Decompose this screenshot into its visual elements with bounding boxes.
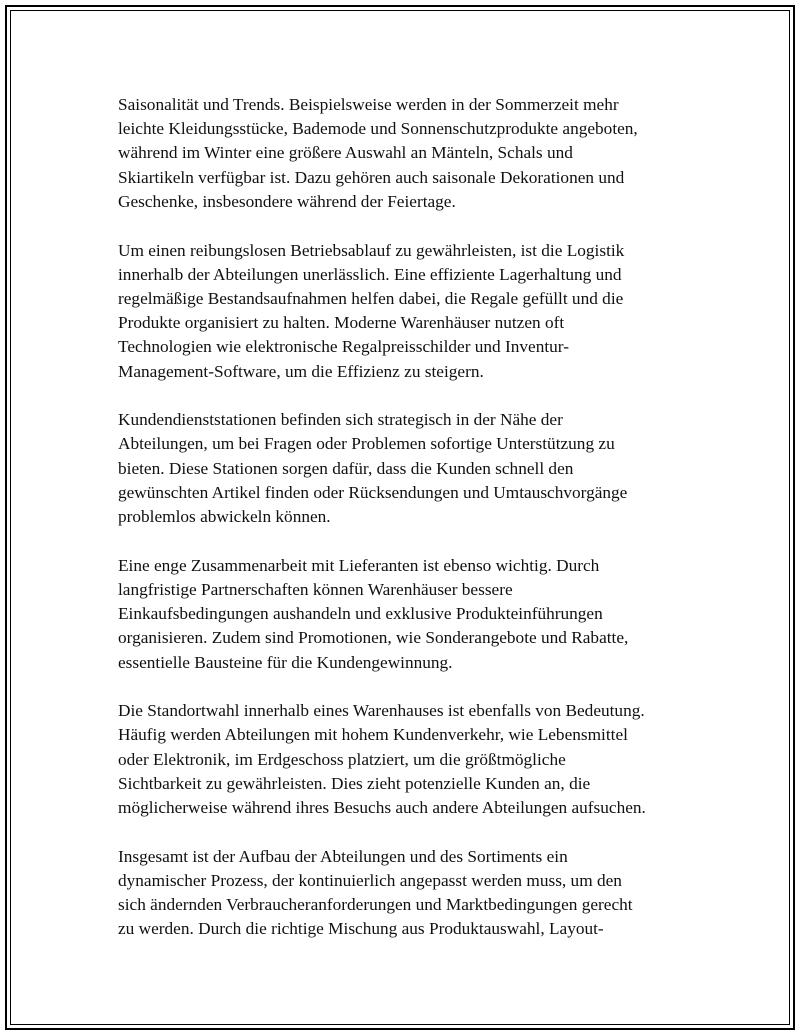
text-line: bieten. Diese Stationen sorgen dafür, dass die Kunden schnell den — [118, 458, 574, 478]
text-line: Kundendienststationen befinden sich strategisch in der Nähe der — [118, 410, 563, 430]
text-line: oder Elektronik, im Erdgeschoss platziert, um die größtmögliche — [118, 749, 566, 769]
document-body — [118, 93, 698, 966]
text-line: organisieren. Zudem sind Promotionen, wie Sonderangebote und Rabatte, — [118, 628, 629, 648]
text-line: Einkaufsbedingungen aushandeln und exklusive Produkteinführungen — [118, 604, 603, 624]
text-line: während im Winter eine größere Auswahl an Mänteln, Schals und — [118, 143, 573, 163]
text-line: Geschenke, insbesondere während der Feiertage. — [118, 191, 456, 211]
text-line: problemlos abwickeln können. — [118, 507, 331, 527]
paragraph — [118, 699, 698, 820]
text-line: Sichtbarkeit zu gewährleisten. Dies zieht potenzielle Kunden an, die — [118, 773, 591, 793]
text-line: Eine enge Zusammenarbeit mit Lieferanten ist ebenso wichtig. Durch — [118, 555, 600, 575]
text-line: Häufig werden Abteilungen mit hohem Kundenverkehr, wie Lebensmittel — [118, 725, 628, 745]
text-line: Insgesamt ist der Aufbau der Abteilungen und des Sortiments ein — [118, 846, 568, 866]
text-line: dynamischer Prozess, der kontinuierlich angepasst werden muss, um den — [118, 870, 622, 890]
text-line: essentielle Bausteine für die Kundengewinnung. — [118, 652, 453, 672]
text-line: Die Standortwahl innerhalb eines Warenhauses ist ebenfalls von Bedeutung. — [118, 701, 645, 721]
text-line: Um einen reibungslosen Betriebsablauf zu gewährleisten, ist die Logistik — [118, 240, 625, 260]
text-line: leichte Kleidungsstücke, Bademode und Sonnenschutzprodukte angeboten, — [118, 119, 638, 139]
paragraph — [118, 93, 698, 214]
paragraph — [118, 239, 698, 384]
text-line: sich ändernden Verbraucheranforderungen und Marktbedingungen gerecht — [118, 895, 633, 915]
text-line: innerhalb der Abteilungen unerlässlich. Eine effiziente Lagerhaltung und — [118, 264, 622, 284]
text-line: langfristige Partnerschaften können Warenhäuser bessere — [118, 579, 513, 599]
text-line: regelmäßige Bestandsaufnahmen helfen dabei, die Regale gefüllt und die — [118, 288, 624, 308]
paragraph — [118, 845, 698, 942]
text-line: gewünschten Artikel finden oder Rücksendungen und Umtauschvorgänge — [118, 482, 628, 502]
text-line: möglicherweise während ihres Besuchs auch andere Abteilungen aufsuchen. — [118, 798, 646, 818]
text-line: Abteilungen, um bei Fragen oder Problemen sofortige Unterstützung zu — [118, 434, 615, 454]
paragraph — [118, 408, 698, 529]
text-line: Produkte organisiert zu halten. Moderne Warenhäuser nutzen oft — [118, 313, 565, 333]
text-line: Technologien wie elektronische Regalpreisschilder und Inventur- — [118, 337, 569, 357]
paragraph — [118, 554, 698, 675]
text-line: zu werden. Durch die richtige Mischung aus Produktauswahl, Layout- — [118, 919, 604, 939]
text-line: Management-Software, um die Effizienz zu steigern. — [118, 361, 484, 381]
text-line: Saisonalität und Trends. Beispielsweise werden in der Sommerzeit mehr — [118, 95, 619, 114]
text-line: Skiartikeln verfügbar ist. Dazu gehören auch saisonale Dekorationen und — [118, 167, 625, 187]
